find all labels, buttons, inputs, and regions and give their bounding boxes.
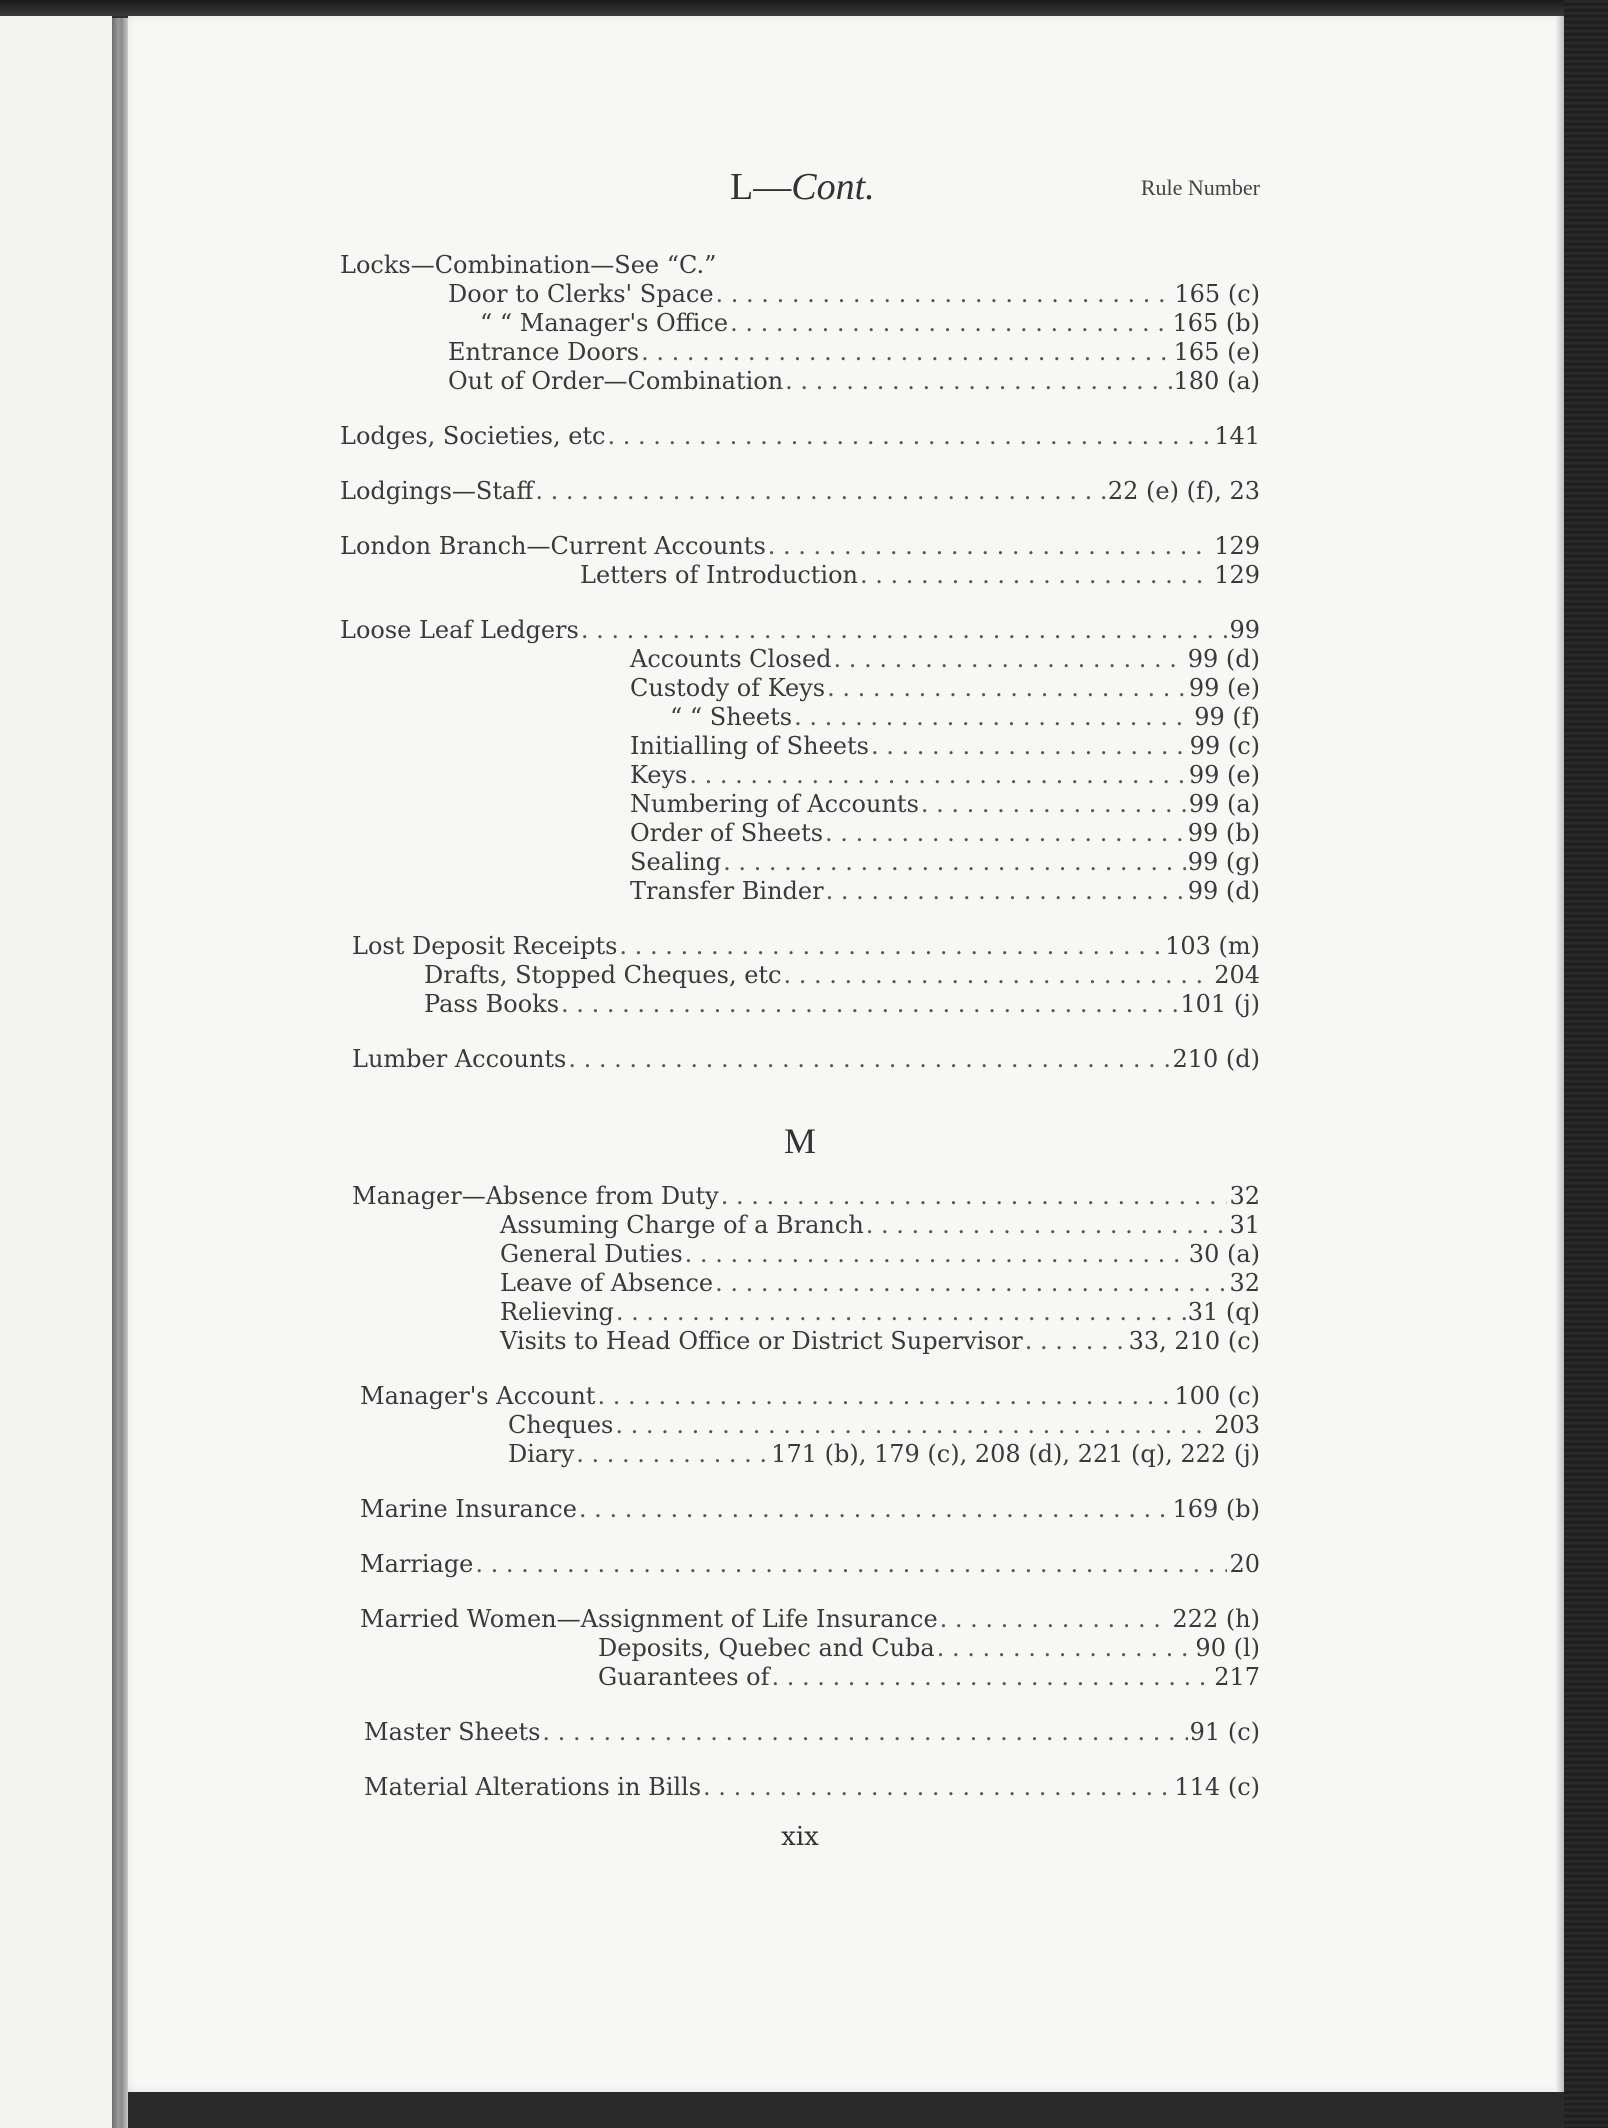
rule-reference: 103 (m): [1165, 932, 1260, 960]
dot-leader: [827, 674, 1187, 703]
index-line: [340, 1634, 1260, 1663]
index-term: Manager—Absence from Duty: [352, 1182, 719, 1210]
index-term: Numbering of Accounts: [630, 790, 919, 818]
rule-reference: 32: [1229, 1269, 1260, 1297]
index-term: Entrance Doors: [448, 338, 640, 366]
dot-leader: [768, 532, 1212, 561]
dot-leader: [784, 961, 1213, 990]
heading-cont: Cont.: [791, 166, 875, 208]
index-line: [340, 848, 1260, 877]
dot-leader: [871, 732, 1188, 761]
rule-reference: 20: [1229, 1550, 1260, 1578]
index-term: Pass Books: [424, 990, 560, 1018]
index-content: [340, 155, 1260, 1852]
index-entry: [340, 1605, 1260, 1692]
index-line: [340, 367, 1260, 396]
index-line: [340, 280, 1260, 309]
index-line: [340, 932, 1260, 961]
dot-leader: [561, 990, 1178, 1019]
dot-leader: [921, 790, 1187, 819]
rule-reference: 165 (e): [1173, 338, 1260, 366]
rule-reference: 203: [1214, 1411, 1260, 1439]
dot-leader: [785, 367, 1171, 396]
rule-reference: 180 (a): [1173, 367, 1260, 395]
rule-reference: 30 (a): [1188, 1240, 1260, 1268]
facing-page: [0, 16, 112, 2128]
rule-reference: 165 (b): [1172, 309, 1260, 337]
index-term: Relieving: [500, 1298, 614, 1326]
index-line: [340, 703, 1260, 732]
dot-leader: [825, 819, 1186, 848]
page-header: [340, 155, 1260, 225]
index-term: London Branch—Current Accounts: [340, 532, 766, 560]
dot-leader: [826, 877, 1186, 906]
dot-leader: [475, 1550, 1227, 1579]
rule-reference: 217: [1214, 1663, 1260, 1691]
index-line: [340, 1718, 1260, 1747]
index-line: [340, 616, 1260, 645]
rule-reference: 32: [1229, 1182, 1260, 1210]
dot-leader: [581, 616, 1228, 645]
index-term: Drafts, Stopped Cheques, etc: [424, 961, 782, 989]
dot-leader: [723, 848, 1186, 877]
book-bottom-edge: [128, 2092, 1564, 2128]
index-list-l: [340, 251, 1260, 1074]
dot-leader: [721, 1182, 1228, 1211]
index-line: [340, 674, 1260, 703]
dot-leader: [866, 1211, 1228, 1240]
dot-leader: [1025, 1327, 1127, 1356]
rule-reference: 99 (e): [1188, 761, 1260, 789]
book-cover-edge: [1564, 0, 1608, 2128]
index-term: Loose Leaf Ledgers: [340, 616, 579, 644]
rule-reference: 31: [1229, 1211, 1260, 1239]
index-term: Marriage: [360, 1550, 474, 1578]
rule-reference: 22 (e) (f), 23: [1107, 477, 1260, 505]
dot-leader: [535, 477, 1105, 506]
index-line: [340, 645, 1260, 674]
index-term: Accounts Closed: [630, 645, 832, 673]
rule-reference: 171 (b), 179 (c), 208 (d), 221 (q), 222 (j): [771, 1440, 1260, 1468]
index-line: [340, 761, 1260, 790]
index-line: [340, 1382, 1260, 1411]
index-line: [340, 877, 1260, 906]
dot-leader: [860, 561, 1212, 590]
index-term: Lost Deposit Receipts: [352, 932, 618, 960]
index-term: Locks—Combination—See “C.”: [340, 251, 717, 279]
page-number: xix: [781, 1822, 819, 1852]
index-line: [340, 338, 1260, 367]
index-term: Lodgings—Staff: [340, 477, 534, 505]
index-term: Diary: [508, 1440, 575, 1468]
dot-leader: [685, 1240, 1187, 1269]
index-entry: [340, 532, 1260, 590]
rule-reference: 100 (c): [1174, 1382, 1260, 1410]
index-line: [340, 1440, 1260, 1469]
rule-reference: 129: [1214, 532, 1260, 560]
index-line: [340, 1663, 1260, 1692]
rule-reference: 99 (g): [1187, 848, 1260, 876]
heading-letter: L—: [730, 166, 792, 208]
rule-reference: 114 (c): [1174, 1773, 1260, 1801]
index-line: [340, 1182, 1260, 1211]
section-heading-l: [730, 165, 875, 209]
index-term: Out of Order—Combination: [448, 367, 784, 395]
rule-reference: 90 (l): [1195, 1634, 1260, 1662]
dot-leader: [715, 1269, 1227, 1298]
dot-leader: [579, 1495, 1171, 1524]
dot-leader: [730, 309, 1170, 338]
index-line: [340, 1411, 1260, 1440]
index-entry: [340, 1773, 1260, 1802]
index-term: Manager's Account: [360, 1382, 596, 1410]
rule-reference: 99 (e): [1188, 674, 1260, 702]
rule-reference: 222 (h): [1172, 1605, 1260, 1633]
rule-reference: 129: [1214, 561, 1260, 589]
dot-leader: [772, 1663, 1213, 1692]
index-entry: [340, 422, 1260, 451]
rule-reference: 99 (d): [1187, 645, 1260, 673]
index-line: [340, 561, 1260, 590]
dot-leader: [641, 338, 1172, 367]
index-line: [340, 961, 1260, 990]
index-term: Leave of Absence: [500, 1269, 714, 1297]
dot-leader: [615, 1411, 1212, 1440]
rule-reference: 99 (b): [1187, 819, 1260, 847]
rule-reference: 204: [1214, 961, 1260, 989]
index-line: [340, 1298, 1260, 1327]
rule-reference: 101 (j): [1180, 990, 1260, 1018]
index-entry: [340, 251, 1260, 396]
rule-reference: 210 (d): [1172, 1045, 1260, 1073]
index-line: [340, 819, 1260, 848]
index-term: Lumber Accounts: [352, 1045, 567, 1073]
rule-reference: 99: [1229, 616, 1260, 644]
index-term: Order of Sheets: [630, 819, 824, 847]
rule-reference: 33, 210 (c): [1128, 1327, 1260, 1355]
index-line: [340, 1327, 1260, 1356]
dot-leader: [542, 1718, 1187, 1747]
rule-reference: 169 (b): [1172, 1495, 1260, 1523]
index-entry: [340, 932, 1260, 1019]
rule-number-label: Rule Number: [1140, 175, 1260, 200]
index-line: [340, 732, 1260, 761]
dot-leader: [616, 1298, 1186, 1327]
index-term: Letters of Introduction: [580, 561, 859, 589]
index-term: Visits to Head Office or District Supervisor: [500, 1327, 1023, 1355]
index-term: Lodges, Societies, etc: [340, 422, 606, 450]
rule-reference: 91 (c): [1189, 1718, 1260, 1746]
dot-leader: [703, 1773, 1172, 1802]
index-line: [340, 1773, 1260, 1802]
index-line: [340, 1211, 1260, 1240]
index-term: Initialling of Sheets: [630, 732, 869, 760]
rule-reference: 99 (f): [1194, 703, 1260, 731]
dot-leader: [608, 422, 1213, 451]
index-term: Assuming Charge of a Branch: [500, 1211, 864, 1239]
rule-reference: 99 (d): [1187, 877, 1260, 905]
index-line: [340, 477, 1260, 506]
dot-leader: [940, 1605, 1171, 1634]
dot-leader: [597, 1382, 1172, 1411]
index-line: [340, 1495, 1260, 1524]
index-term: Master Sheets: [364, 1718, 541, 1746]
index-term: Sealing: [630, 848, 722, 876]
index-line: [340, 251, 1260, 280]
index-term: Door to Clerks' Space: [448, 280, 714, 308]
rule-reference: 31 (q): [1187, 1298, 1260, 1326]
rule-reference: 165 (c): [1174, 280, 1260, 308]
rule-reference: 99 (a): [1188, 790, 1260, 818]
dot-leader: [689, 761, 1187, 790]
index-line: [340, 990, 1260, 1019]
index-entry: [340, 1718, 1260, 1747]
index-entry: [340, 1495, 1260, 1524]
page-edge: [1556, 16, 1564, 2092]
index-term: General Duties: [500, 1240, 683, 1268]
index-entry: [340, 1182, 1260, 1356]
index-entry: [340, 1045, 1260, 1074]
book-top-edge: [0, 0, 1608, 16]
index-term: Cheques: [508, 1411, 614, 1439]
index-term: “ “ Manager's Office: [480, 309, 729, 337]
rule-reference: 99 (c): [1189, 732, 1260, 760]
book-gutter: [112, 18, 128, 2128]
dot-leader: [937, 1634, 1194, 1663]
index-term: Marine Insurance: [360, 1495, 577, 1523]
index-term: Deposits, Quebec and Cuba: [598, 1634, 935, 1662]
dot-leader: [619, 932, 1163, 961]
index-term: Custody of Keys: [630, 674, 826, 702]
index-term: Married Women—Assignment of Life Insurance: [360, 1605, 938, 1633]
index-line: [340, 1045, 1260, 1074]
index-term: Keys: [630, 761, 688, 789]
dot-leader: [716, 280, 1173, 309]
dot-leader: [568, 1045, 1170, 1074]
dot-leader: [576, 1440, 769, 1469]
index-line: [340, 532, 1260, 561]
index-line: [340, 1269, 1260, 1298]
index-entry: [340, 616, 1260, 906]
index-list-m: [340, 1182, 1260, 1802]
index-term: Guarantees of: [598, 1663, 770, 1691]
rule-reference: 141: [1214, 422, 1260, 450]
index-term: Material Alterations in Bills: [364, 1773, 702, 1801]
index-line: [340, 1605, 1260, 1634]
index-line: [340, 1240, 1260, 1269]
index-entry: [340, 1382, 1260, 1469]
index-line: [340, 790, 1260, 819]
dot-leader: [794, 703, 1192, 732]
index-line: [340, 1550, 1260, 1579]
index-line: [340, 309, 1260, 338]
section-heading-m: M: [783, 1121, 816, 1161]
dot-leader: [834, 645, 1186, 674]
index-entry: [340, 1550, 1260, 1579]
index-entry: [340, 477, 1260, 506]
index-term: “ “ Sheets: [670, 703, 793, 731]
index-term: Transfer Binder: [630, 877, 824, 905]
index-line: [340, 422, 1260, 451]
